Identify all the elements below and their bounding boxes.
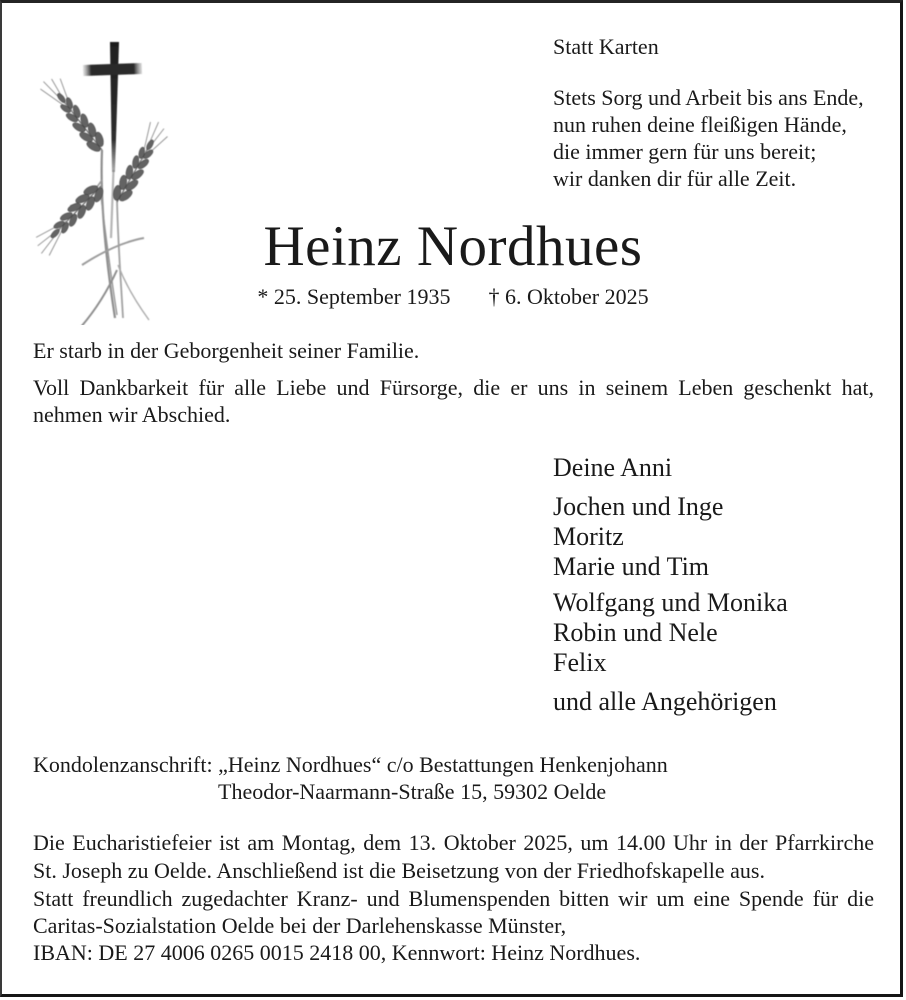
mourner-name: Jochen und Inge (553, 492, 724, 521)
mourner-group (553, 588, 893, 678)
service-line: St. Joseph zu Oelde. Anschließend ist die Beisetzung von der Friedhofskapelle aus. (33, 858, 765, 883)
mourner-name: Felix (553, 648, 607, 677)
deceased-name: Heinz Nordhues (263, 215, 643, 278)
donation-line: Statt freundlich zugedachter Kranz- und Blumenspenden bitten wir um eine Spende für die (33, 886, 874, 911)
birth-date: * 25. September 1935 (257, 284, 451, 309)
mourner-group (553, 492, 893, 582)
verse-line: wir danken dir für alle Zeit. (553, 166, 797, 191)
service-info (33, 829, 874, 885)
mourner-group (553, 453, 893, 483)
mourner-name: Moritz (553, 522, 624, 551)
donation-info (33, 885, 874, 966)
mourner-name: Marie und Tim (553, 552, 710, 581)
mourner-name: Deine Anni (553, 453, 673, 482)
farewell-line: Voll Dankbarkeit für alle Liebe und Fürsorge, die er uns in seinem Leben geschenkt hat, (33, 375, 874, 400)
mourner-name: Robin und Nele (553, 618, 718, 647)
farewell-line: nehmen wir Abschied. (33, 402, 231, 427)
mourners-list (553, 453, 893, 717)
iban-line: IBAN: DE 27 4006 0265 0015 2418 00, Kennwort: Heinz Nordhues. (33, 940, 641, 965)
death-date: † 6. Oktober 2025 (488, 284, 649, 309)
donation-line: Caritas-Sozialstation Oelde bei der Darlehenskasse Münster, (33, 913, 567, 938)
mourner-group (553, 687, 893, 717)
verse-line: Stets Sorg und Arbeit bis ans Ende, (553, 85, 864, 110)
statt-karten-label: Statt Karten (553, 34, 659, 59)
mourner-name: und alle Angehörigen (553, 687, 777, 716)
condolence-line: Kondolenzanschrift: „Heinz Nordhues“ c/o Bestattungen Henkenjohann (33, 752, 668, 777)
verse-line: nun ruhen deine fleißigen Hände, (553, 112, 847, 137)
condolence-line: Theodor-Naarmann-Straße 15, 59302 Oelde (218, 779, 607, 804)
life-dates (0, 283, 906, 310)
wheat-ear-icon (38, 72, 111, 157)
opening-line: Er starb in der Geborgenheit seiner Familie. (33, 338, 420, 363)
verse-line: die immer gern für uns bereit; (553, 139, 817, 164)
wheat-ear-icon (107, 119, 171, 208)
condolence-address (33, 751, 874, 805)
wheat-cross-image (22, 30, 197, 325)
service-line: Die Eucharistiefeier ist am Montag, dem 13. Oktober 2025, um 14.00 Uhr in der Pfarrkirche (33, 830, 874, 855)
memorial-verse (553, 84, 893, 192)
farewell-paragraph (33, 374, 874, 428)
mourner-name: Wolfgang und Monika (553, 588, 788, 617)
